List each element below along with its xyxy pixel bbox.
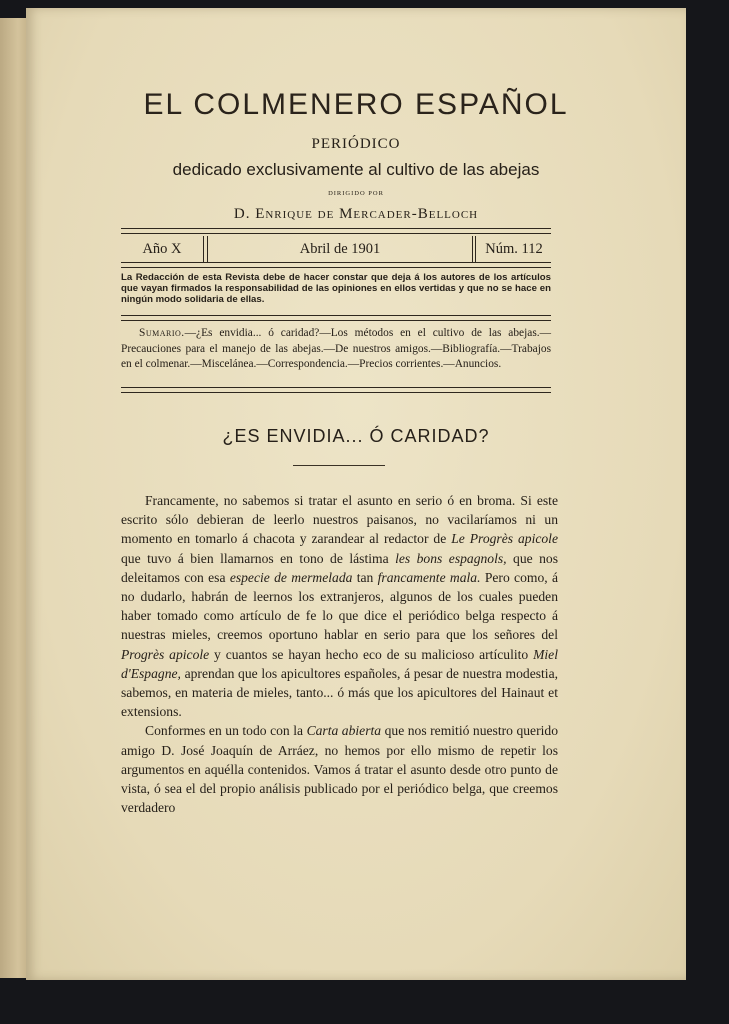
issue-bar-bottom-rule bbox=[121, 262, 551, 268]
article-paragraph: Conformes en un todo con la Carta abierta que nos remitió nuestro querido amigo D. José Joaquín de Arráez, no hemos por ello mismo de repetir los argumentos en aquélla contenidos. Vamos á tratar el asunto desde otro punto de vista, ó sea el del propio análisis publicado por el periódico belga, que creemos verdadero bbox=[121, 723, 558, 816]
editorial-disclaimer: La Redacción de esta Revista debe de hacer constar que deja á los autores de los artículos que vayan firmados la responsabilidad de las opiniones en ellos vertidas y que no se hace en ningún modo solidaria de ellas. bbox=[121, 272, 551, 305]
title-underline bbox=[293, 465, 385, 466]
article-paragraph: Francamente, no sabemos si tratar el asunto en serio ó en broma. Si este escrito sólo debieran de leerlo nuestros paisanos, no vacilaríamos ni un momento en tomarlo á chacota y zarandear al redactor de Le Progrès apicole que tuvo á bien llamarnos en tono de lástima les bons espagnols, que nos deleitamos con esa especie de mermelada tan francamente mala. Pero como, á no dudarlo, habrán de leernos los extranjeros, algunos de los cuales pueden haber tomado como artículo de fe lo que dice el periódico belga respecto á nuestras mieles, creemos oportuno hablar en serio para que los señores del Progrès apicole y cuantos se hayan hecho eco de su malicioso artículito Miel d'Espagne, aprendan que los apicultores españoles, á pesar de nuestra modestia, sabemos, en materia de mieles, tanto... ó más que los apicultores del Hainaut et extensions. bbox=[121, 493, 558, 720]
summary-rule bbox=[121, 387, 551, 393]
summary-text: —¿Es envidia... ó caridad?—Los métodos en el cultivo de las abejas.—Precauciones para el manejo de las abejas.—De nuestros amigos.—Bibliografía.—Trabajos en el colmenar.—Miscelánea.—Correspondencia.—Precios corrientes.—Anuncios. bbox=[121, 327, 551, 370]
masthead-subtitle: PERIÓDICO bbox=[311, 136, 401, 152]
editor-name: D. Enrique de Mercader-Belloch bbox=[233, 206, 479, 222]
directed-by-label: DIRIGIDO POR bbox=[328, 190, 384, 197]
masthead-dedication: dedicado exclusivamente al cultivo de las abejas bbox=[172, 160, 540, 179]
issue-number: Núm. 112 bbox=[475, 236, 552, 262]
issue-date: Abril de 1901 bbox=[207, 236, 473, 262]
top-double-rule bbox=[121, 228, 551, 234]
masthead-title: EL COLMENERO ESPAÑOL bbox=[143, 88, 569, 121]
summary-block bbox=[121, 326, 551, 373]
disclaimer-rule bbox=[121, 315, 551, 321]
summary-label: Sumario. bbox=[139, 327, 185, 339]
journal-page bbox=[26, 8, 686, 980]
issue-year: Año X bbox=[121, 236, 204, 262]
article-body bbox=[121, 491, 558, 817]
article-title: ¿ES ENVIDIA... Ó CARIDAD? bbox=[222, 426, 490, 446]
